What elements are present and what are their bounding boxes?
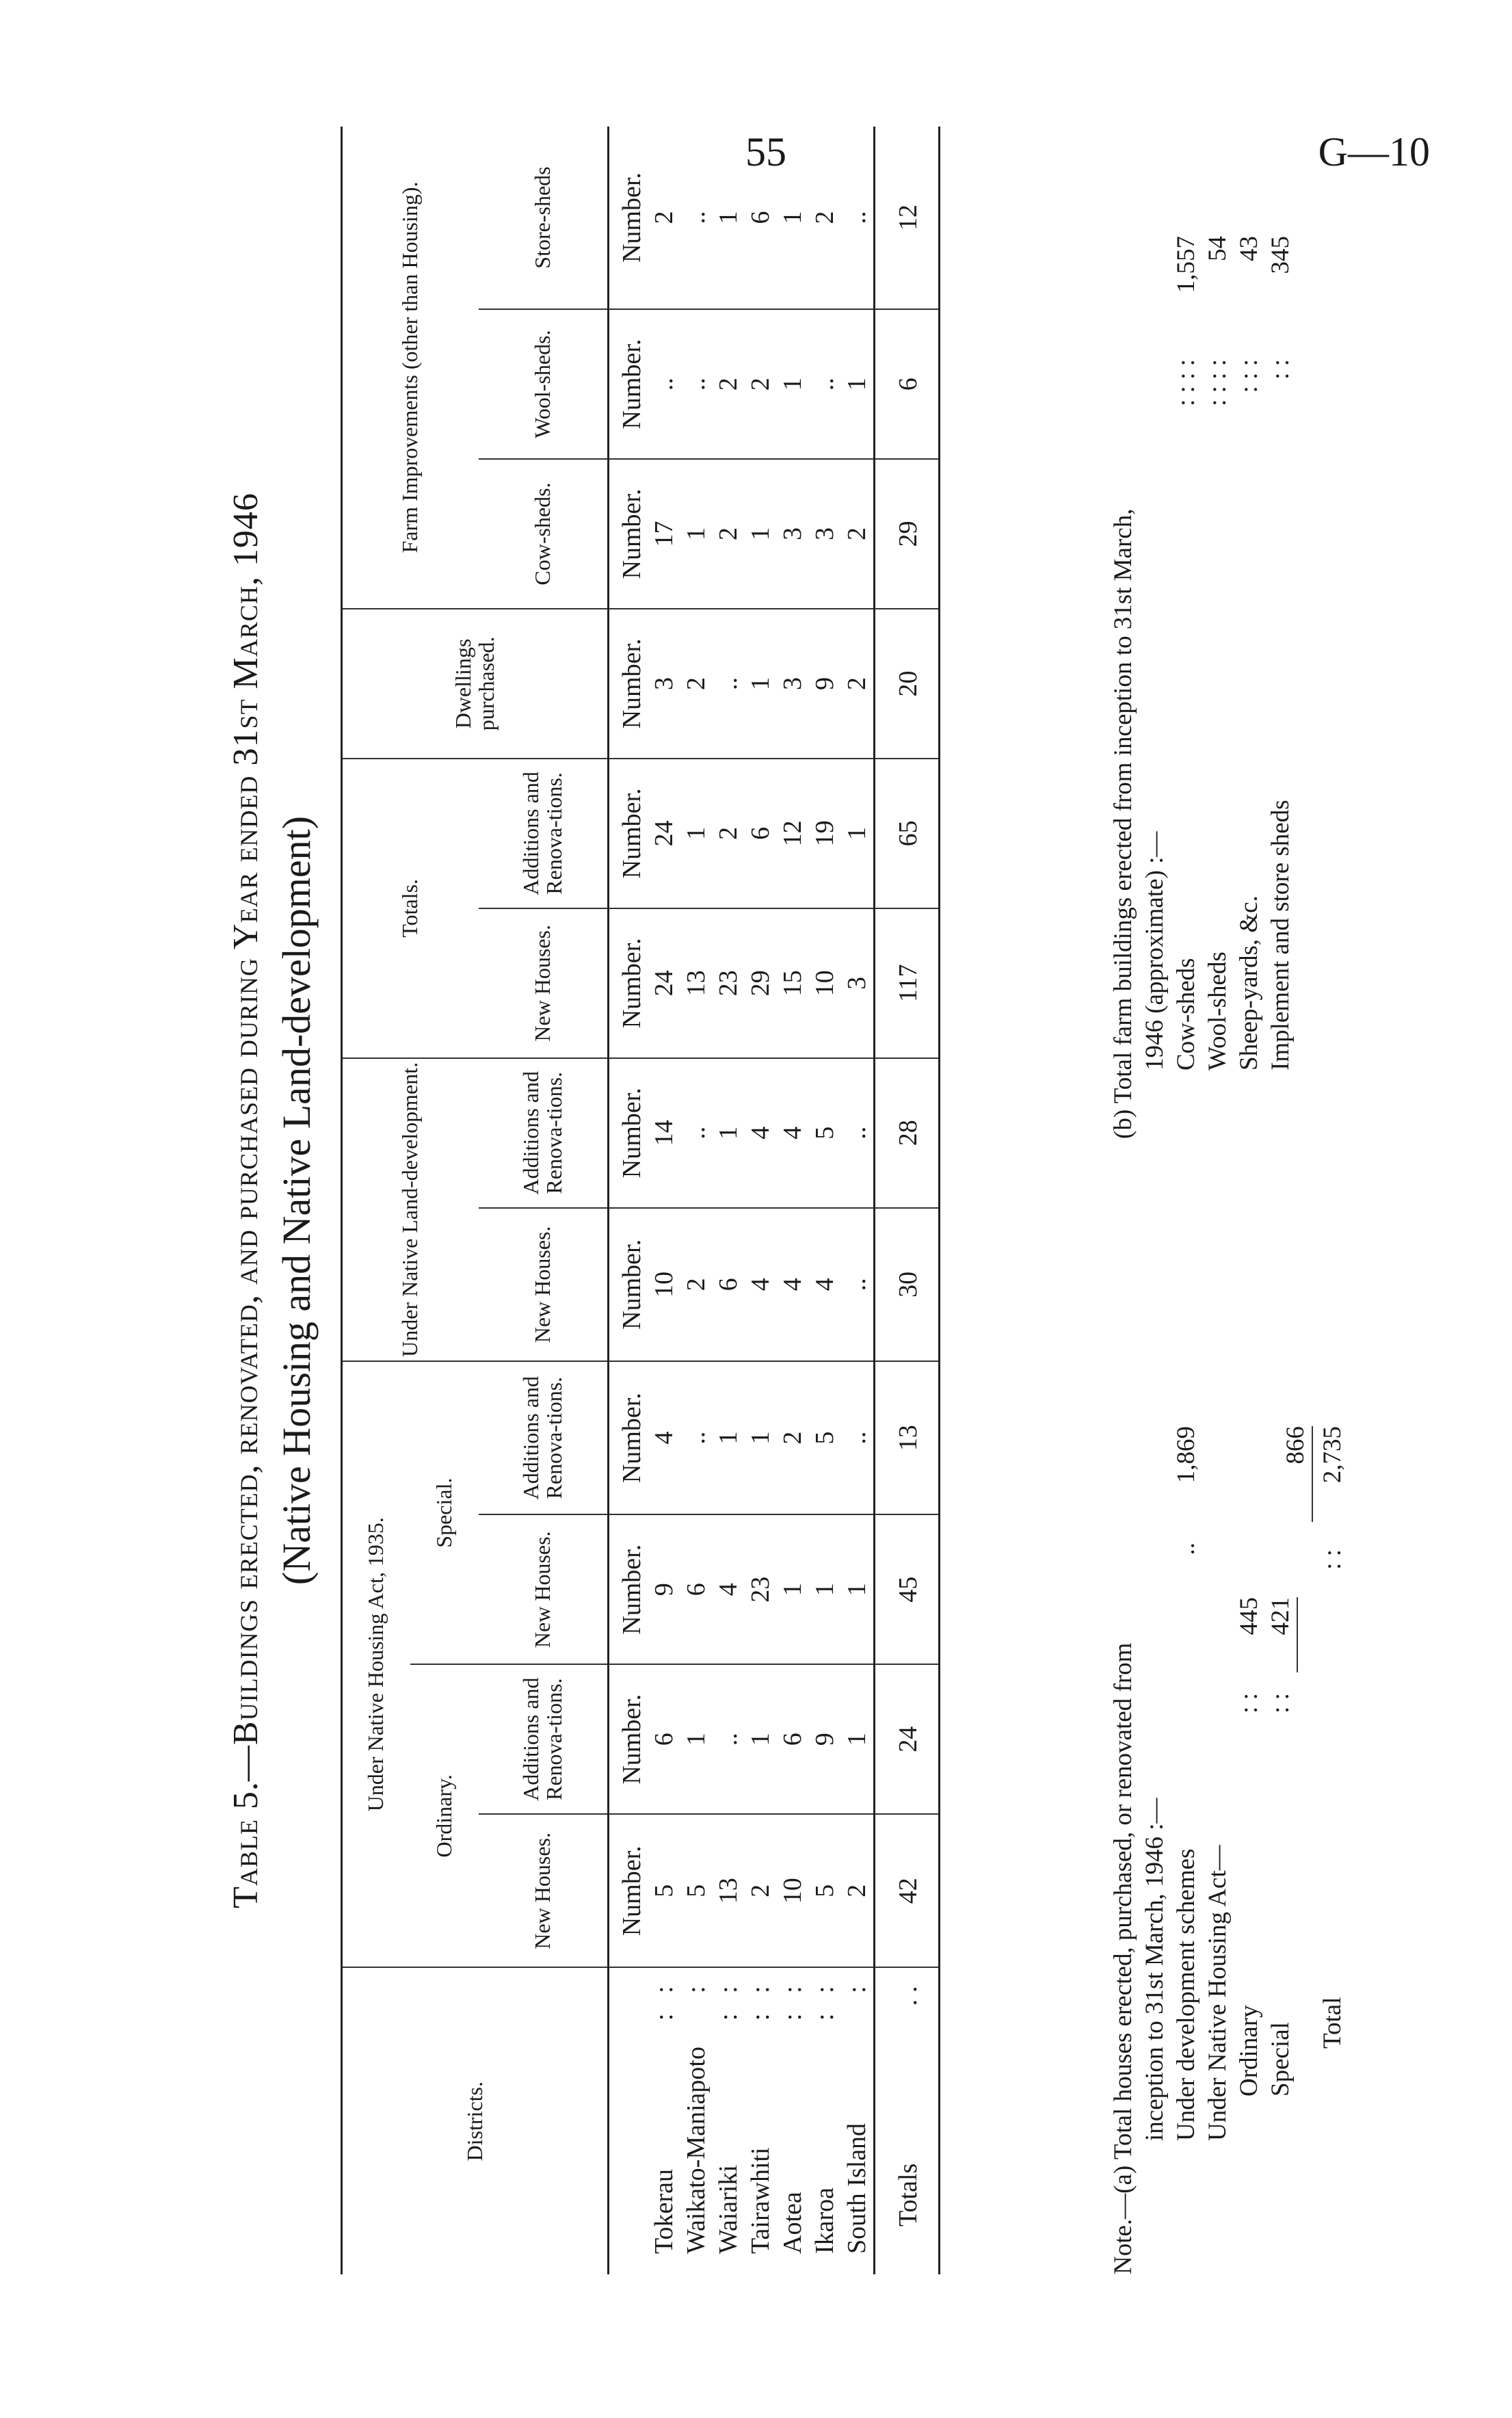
col-spe-new: New Houses. [479, 1514, 609, 1664]
table-cell: 5 [809, 1814, 841, 1967]
col-districts: Districts. [342, 1967, 609, 2274]
col-group-farm: Farm Improvements (other than Housing). [342, 127, 479, 609]
table-cell: 1 [680, 1664, 713, 1814]
dev-value: 1,869 [1172, 1426, 1200, 1484]
table-cell: 5 [648, 1814, 680, 1967]
note-b-item-value: 1,557 [1172, 236, 1200, 293]
table-cell: .. [680, 1361, 713, 1514]
note-b-item-value: 54 [1204, 236, 1232, 261]
table-cell: 1 [809, 1514, 841, 1664]
note-b-items [1171, 168, 1297, 1139]
totals-row [875, 127, 940, 2274]
table-title-text: Table 5.—Buildings erected, renovated, and purchased during Year ended 31st March, 1946 [226, 492, 265, 1908]
table-cell: 4 [777, 1208, 809, 1361]
buildings-table [341, 127, 940, 2274]
table-cell: 24 [648, 759, 680, 908]
leader-dots: : : [650, 1979, 678, 2021]
table-row [745, 127, 777, 2274]
col-cowsheds: Cow-sheds. [479, 459, 609, 609]
table-cell: 6 [680, 1514, 713, 1664]
table-cell: 1 [713, 127, 745, 309]
table-cell: 28 [875, 1058, 940, 1208]
table-cell: 19 [809, 759, 841, 908]
note-a-dev [1171, 1221, 1202, 2274]
table-cell: .. [713, 609, 745, 759]
leader-dots: : : [714, 1979, 743, 2021]
unit-label: Number. [609, 759, 649, 908]
unit-label: Number. [609, 309, 649, 459]
table-cell: .. [680, 127, 713, 309]
col-group-totals: Totals. [342, 759, 479, 1058]
table-cell: 30 [875, 1208, 940, 1361]
unit-label: Number. [609, 1058, 649, 1208]
table-cell: 6 [875, 309, 940, 459]
district-name [809, 1967, 841, 2274]
leader-dots: .. [894, 1979, 923, 2006]
note-a [1108, 1221, 1349, 2274]
table-cell: 10 [777, 1814, 809, 1967]
table-cell: 1 [841, 1664, 875, 1814]
table-cell: 24 [648, 908, 680, 1058]
table-cell: 4 [777, 1058, 809, 1208]
note-a-line1: Note.—(a) Total houses erected, purchased, or renovated from [1109, 1642, 1137, 2274]
table-cell: 4 [713, 1514, 745, 1664]
table-body [609, 127, 940, 2274]
table-cell: 5 [680, 1814, 713, 1967]
table-cell: 1 [777, 127, 809, 309]
table-cell: .. [841, 1058, 875, 1208]
table-cell: 3 [841, 908, 875, 1058]
col-dwellings: Dwellings purchased. [342, 609, 609, 759]
table-cell: 2 [713, 309, 745, 459]
total-value: 2,735 [1318, 1426, 1347, 1484]
col-woolsheds: Wool-sheds. [479, 309, 609, 459]
unit-label: Number. [609, 908, 649, 1058]
note-b [1108, 168, 1297, 1139]
table-cell: 2 [680, 1208, 713, 1361]
table-row [680, 127, 713, 2274]
table-cell: 4 [648, 1361, 680, 1514]
table-cell: .. [680, 1058, 713, 1208]
table-row [648, 127, 680, 2274]
table-cell: 1 [745, 1664, 777, 1814]
table-cell: 10 [648, 1208, 680, 1361]
table-row [777, 127, 809, 2274]
note-b-item [1234, 168, 1265, 1139]
district-text: Tairawhiti [746, 2147, 775, 2254]
table-cell: 9 [648, 1514, 680, 1664]
table-cell: 2 [841, 459, 875, 609]
table-cell: 6 [745, 759, 777, 908]
col-ord-new: New Houses. [479, 1814, 609, 1967]
table-cell: 23 [713, 908, 745, 1058]
table-cell: 1 [841, 1514, 875, 1664]
note-a-special [1265, 1221, 1310, 2274]
table-cell: 117 [875, 908, 940, 1058]
table-title [226, 127, 266, 2274]
table-cell: 3 [809, 459, 841, 609]
unit-row [609, 127, 649, 2274]
unit-label: Number. [609, 1361, 649, 1514]
table-cell: 1 [745, 459, 777, 609]
note-b-item [1202, 168, 1234, 1139]
note-b-item [1265, 168, 1297, 1139]
table-cell: 2 [841, 609, 875, 759]
dev-dots: .. [1172, 1542, 1200, 1555]
district-text: Tokerau [650, 2169, 678, 2254]
table-cell: 1 [713, 1058, 745, 1208]
table-cell: 2 [841, 1814, 875, 1967]
table-cell: 12 [875, 127, 940, 309]
table-cell: 2 [713, 459, 745, 609]
district-text: Waikato-Maniapoto [682, 2047, 711, 2254]
col-tot-new: New Houses. [479, 908, 609, 1058]
leader-dots: : : [778, 1979, 807, 2021]
table-cell: 3 [777, 609, 809, 759]
note-b-item-label: Sheep-yards, &c. [1235, 895, 1263, 1070]
district-name [648, 1967, 680, 2274]
table-cell: .. [841, 1361, 875, 1514]
district-text: South Island [843, 2123, 871, 2254]
district-name [713, 1967, 745, 2274]
table-cell: 29 [745, 908, 777, 1058]
note-b-item [1171, 168, 1202, 1139]
table-cell: 17 [648, 459, 680, 609]
note-b-item-value: 43 [1235, 236, 1263, 261]
note-a-total [1317, 1221, 1349, 2274]
table-cell: 13 [875, 1361, 940, 1514]
total-dots: : : [1318, 1549, 1347, 1570]
table-cell: 5 [809, 1058, 841, 1208]
col-nld-add: Additions and Renova-tions. [479, 1058, 609, 1208]
table-cell: 10 [809, 908, 841, 1058]
table-cell: 13 [713, 1814, 745, 1967]
unit-label: Number. [609, 1664, 649, 1814]
dev-label: Under development schemes [1172, 1848, 1200, 2141]
note-b-item-label: Implement and store sheds [1266, 800, 1295, 1070]
note-b-item-dots: : : : [1235, 359, 1263, 393]
note-b-line1: (b) Total farm buildings erected from inception to 31st March, [1109, 508, 1137, 1139]
table-cell: 14 [648, 1058, 680, 1208]
table-cell: 24 [875, 1664, 940, 1814]
table-cell: .. [841, 127, 875, 309]
table-cell: .. [648, 309, 680, 459]
unit-label: Number. [609, 127, 649, 309]
unit-label: Number. [609, 609, 649, 759]
notes-section [1108, 127, 1354, 2274]
table-cell: 9 [809, 609, 841, 759]
col-spe-add: Additions and Renova-tions. [479, 1361, 609, 1514]
note-a-ordinary [1234, 1221, 1265, 2274]
note-a-line2: inception to 31st March, 1946 :— [1141, 1798, 1169, 2141]
col-group-nld: Under Native Land-development. [342, 1058, 479, 1361]
table-cell: 1 [841, 309, 875, 459]
special-dots: : : [1266, 1693, 1295, 1713]
unit-label: Number. [609, 459, 649, 609]
note-b-line2: 1946 (approximate) :— [1141, 831, 1169, 1070]
leader-dots: : [843, 1979, 871, 1993]
district-name [680, 1967, 713, 2274]
rotated-table-block [226, 127, 1361, 2274]
district-name [745, 1967, 777, 2274]
table-cell: 2 [648, 127, 680, 309]
table-cell: 1 [777, 1514, 809, 1664]
table-cell: 1 [745, 1361, 777, 1514]
table-cell: 5 [809, 1361, 841, 1514]
table-cell: 9 [809, 1664, 841, 1814]
table-subtitle: (Native Housing and Native Land-development) [274, 815, 319, 1586]
ordinary-value: 445 [1235, 1597, 1263, 1635]
table-cell: 3 [648, 609, 680, 759]
table-cell: 2 [745, 1814, 777, 1967]
leader-dots: : [682, 1979, 711, 1993]
leader-dots: : : [810, 1979, 839, 2021]
table-cell: .. [841, 1208, 875, 1361]
table-cell: 12 [777, 759, 809, 908]
table-cell: 4 [809, 1208, 841, 1361]
table-cell: 1 [713, 1361, 745, 1514]
leader-dots: : : [746, 1979, 775, 2021]
table-cell: 1 [745, 609, 777, 759]
table-cell: 29 [875, 459, 940, 609]
table-row [713, 127, 745, 2274]
district-text: Waiariki [714, 2165, 743, 2254]
table-cell: 65 [875, 759, 940, 908]
col-ord-add: Additions and Renova-tions. [479, 1664, 609, 1814]
table-cell: 1 [680, 759, 713, 908]
col-group-nha: Under Native Housing Act, 1935. [342, 1361, 410, 1967]
table-cell: 15 [777, 908, 809, 1058]
note-b-item-dots: : : : : [1204, 359, 1232, 406]
district-text: Aotea [778, 2192, 807, 2254]
district-name [841, 1967, 875, 2274]
col-storesheds: Store-sheds [479, 127, 609, 309]
ordinary-label: Ordinary [1235, 2005, 1263, 2097]
table-row [841, 127, 875, 2274]
special-label: Special [1266, 2022, 1295, 2097]
special-value: 421 [1265, 1597, 1298, 1672]
table-cell: 6 [777, 1664, 809, 1814]
page-number: 55 [745, 129, 786, 174]
table-cell: 1 [841, 759, 875, 908]
table-row [809, 127, 841, 2274]
totals-label [875, 1967, 940, 2274]
table-cell: 1 [680, 459, 713, 609]
col-group-special: Special. [410, 1361, 479, 1664]
note-b-item-label: Cow-sheds [1172, 958, 1200, 1070]
note-b-item-dots: : : [1266, 359, 1295, 380]
table-cell: .. [713, 1664, 745, 1814]
table-cell: 2 [809, 127, 841, 309]
table-cell: 3 [777, 459, 809, 609]
district-text: Totals [894, 2163, 923, 2226]
note-a-nha: Under Native Housing Act— [1204, 1845, 1232, 2141]
note-b-item-label: Wool-sheds [1204, 951, 1232, 1070]
table-cell: 6 [713, 1208, 745, 1361]
table-cell: 6 [648, 1664, 680, 1814]
district-text: Ikaroa [810, 2187, 839, 2254]
unit-label: Number. [609, 1814, 649, 1967]
table-cell: 4 [745, 1058, 777, 1208]
unit-label: Number. [609, 1514, 649, 1664]
col-group-ordinary: Ordinary. [410, 1664, 479, 1967]
table-cell: .. [680, 309, 713, 459]
subtotal-value: 866 [1280, 1426, 1313, 1522]
table-cell: 23 [745, 1514, 777, 1664]
table-cell: 42 [875, 1814, 940, 1967]
table-cell: 2 [713, 759, 745, 908]
table-cell: 1 [777, 309, 809, 459]
ordinary-dots: : : [1235, 1693, 1263, 1713]
table-cell: 4 [745, 1208, 777, 1361]
table-cell: .. [809, 309, 841, 459]
table-cell: 13 [680, 908, 713, 1058]
col-tot-add: Additions and Renova-tions. [479, 759, 609, 908]
table-cell: 2 [745, 309, 777, 459]
table-cell: 6 [745, 127, 777, 309]
table-cell: 2 [777, 1361, 809, 1514]
table-cell: 2 [680, 609, 713, 759]
note-b-item-value: 345 [1266, 236, 1295, 274]
district-name [777, 1967, 809, 2274]
unit-label: Number. [609, 1208, 649, 1361]
note-b-item-dots: : : : : [1172, 359, 1200, 406]
table-cell: 45 [875, 1514, 940, 1664]
document-code: G—10 [1318, 129, 1430, 174]
total-label: Total [1318, 1997, 1347, 2049]
table-cell: 20 [875, 609, 940, 759]
col-nld-new: New Houses. [479, 1208, 609, 1361]
